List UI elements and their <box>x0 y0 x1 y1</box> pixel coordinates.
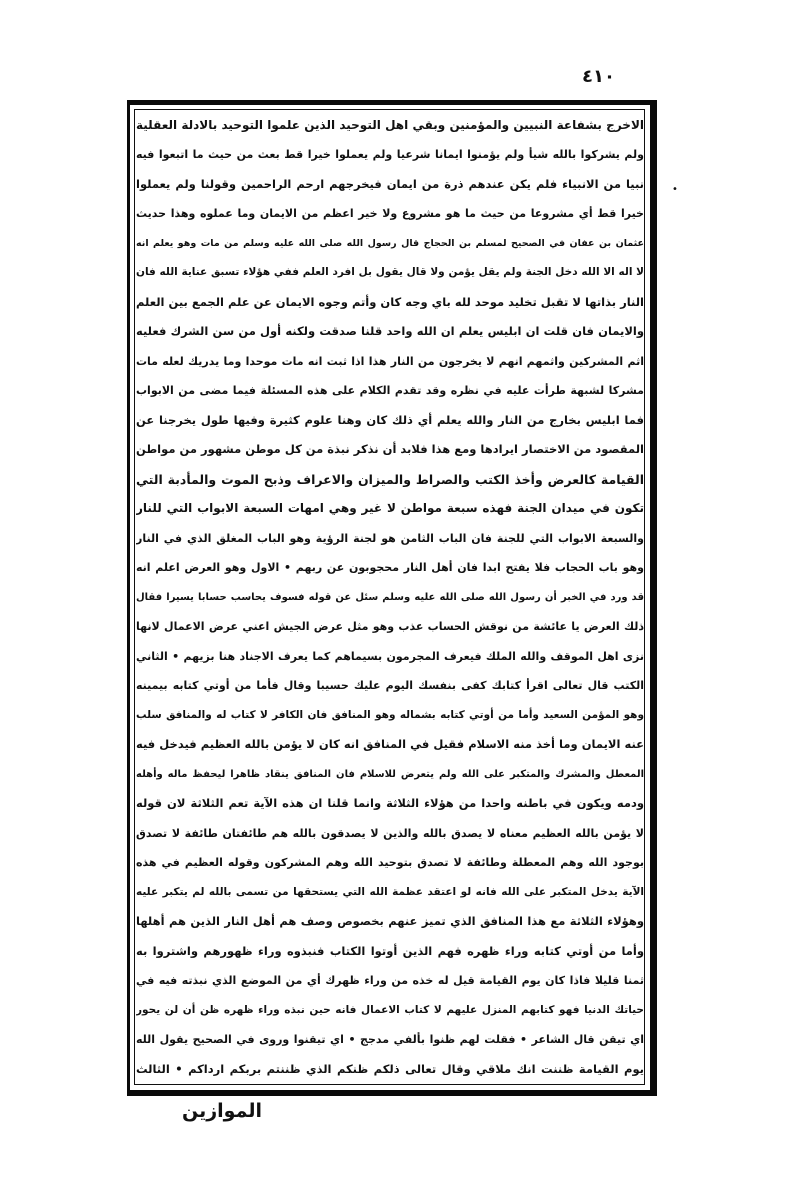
text-line: ذلك العرض يا عائشة من نوقش الحساب عذب وهو مثل عرض الجيش اعني عرض الاعمال لانها <box>136 620 644 634</box>
text-block <box>136 111 644 1084</box>
text-frame <box>127 100 657 1096</box>
text-line: لا يؤمن بالله العظيم معناه لا يصدق بالله والذين لا يصدقون بالله هم طائفتان طائفة لا تصدق <box>136 826 644 840</box>
text-line: ودمه ويكون في باطنه واحدا من هؤلاء الثلاثة وانما قلنا ان هذه الآية تعم الثلاثة لان قوله <box>136 796 644 811</box>
text-line: الآية يدخل المتكبر على الله فانه لو اعتقد عظمة الله التي يستحقها من تسمى بالله لم يتكبر عليه <box>136 885 644 898</box>
text-line: وهو باب الحجاب فلا يفتح ابدا فان أهل النار محجوبون عن ربهم • الاول وهو العرض اعلم انه <box>136 561 644 575</box>
text-line: حياتك الدنيا فهو كتابهم المنزل عليهم لا كتاب الاعمال فانه حين نبذه وراء ظهره ظن أن لن يحور <box>136 1003 644 1016</box>
text-line: نزى اهل الموقف والله الملك فيعرف المجرمون بسيماهم كما يعرف الاجناد هنا بزيهم • الثاني <box>136 649 644 663</box>
text-line: تكون في ميدان الجنة فهذه سبعة مواطن لا غير وهي امهات السبعة الابواب التي للنار <box>136 501 644 516</box>
catchword: الموازين <box>182 1100 262 1122</box>
text-line: المعطل والمشرك والمتكبر على الله ولم يتعرض للاسلام فان المنافق ينقاد ظاهرا ليحفظ ماله وأهله <box>136 768 644 780</box>
text-line: الكتب قال تعالى اقرأ كتابك كفى بنفسك اليوم عليك حسيبا وقال فأما من أوتي كتابه بيمينه <box>136 679 644 693</box>
text-line: لا اله الا الله دخل الجنة ولم يقل يؤمن ولا قال يقول بل افرد العلم ففي هؤلاء تسبق عناية الله فان <box>136 266 644 279</box>
text-line: الاخرج بشفاعة النبيين والمؤمنين وبقي اهل التوحيد الذين علموا التوحيد بالادلة العقلية <box>136 118 644 132</box>
page-number: ٤١٠ <box>582 66 615 87</box>
text-line: نبيا من الانبياء فلم يكن عندهم ذرة من ايمان فيخرجهم ارحم الراحمين وقولنا ولم يعملوا <box>136 176 644 191</box>
text-line: ولم يشركوا بالله شيأ ولم يؤمنوا ايمانا شرعيا ولم يعملوا خيرا قط بعث من حيث ما اتبعوا فيه <box>136 148 644 162</box>
text-line: اي تيقن قال الشاعر • فقلت لهم ظنوا بألفي مدجج • اي تيقنوا وروى في الصحيح يقول الله <box>136 1033 644 1047</box>
text-line: عنه الايمان وما أخذ منه الاسلام فقيل في المنافق انه كان لا يؤمن بالله العظيم فيدخل فيه <box>136 737 644 752</box>
text-line: اثم المشركين واثمهم انهم لا يخرجون من النار هذا اذا ثبت انه مات موحدا وما يدريك لعله مات <box>136 354 644 368</box>
text-line: فما ابليس بخارج من النار والله يعلم أي ذلك كان وهنا علوم كثيرة وفيها طول يخرجنا عن <box>136 412 644 427</box>
text-line: والايمان فان قلت ان ابليس يعلم ان الله واحد قلنا صدقت ولكنه أول من سن الشرك فعليه <box>136 324 644 339</box>
text-line: وهو المؤمن السعيد وأما من أوتي كتابه بشماله وهو المنافق فان الكافر لا كتاب له والمنافق سلب <box>136 708 644 721</box>
text-line: والسبعة الابواب التي للجنة فان الباب الثامن هو لجنة الرؤية وهو الباب المغلق الذي في النار <box>136 531 644 545</box>
text-line: بوجود الله وهم المعطلة وطائفة لا تصدق بتوحيد الله وهم المشركون وقوله العظيم في هذه <box>136 856 644 870</box>
text-line: قد ورد في الخبر أن رسول الله صلى الله عليه وسلم سئل عن قوله فسوف يحاسب حسابا يسيرا فقال <box>136 591 644 603</box>
text-line: مشركا لشبهة طرأت عليه في نظره وقد تقدم الكلام على هذه المسئلة فيما مضى من الابواب <box>136 384 644 398</box>
text-line: وأما من أوتي كتابه وراء ظهره فهم الذين أوتوا الكتاب فنبذوه وراء ظهورهم واشتروا به <box>136 943 644 958</box>
text-line: يوم القيامة ظننت انك ملاقي وقال تعالى ذلكم ظنكم الذي ظننتم بربكم ارداكم • الثالث <box>136 1061 644 1076</box>
text-line: خيرا قط أي مشروعا من حيث ما هو مشروع ولا خير اعظم من الايمان وما عملوه وهذا حديث <box>136 207 644 221</box>
margin-mark: • <box>672 184 678 195</box>
text-line: ثمنا قليلا فاذا كان يوم القيامة قيل له خذه من وراء ظهرك أي من الموضع الذي نبذته فيه في <box>136 974 644 988</box>
text-line: المقصود من الاختصار ايرادها ومع هذا فلابد أن نذكر نبذة من كل موطن مشهور من مواطن <box>136 442 644 457</box>
text-line: عثمان بن عفان في الصحيح لمسلم بن الحجاج قال رسول الله صلى الله عليه وسلم من مات وهو يعلم انه <box>136 237 644 249</box>
text-line: وهؤلاء الثلاثة مع هذا المنافق الذي تميز عنهم بخصوص وصف هم أهل النار الذين هم أهلها <box>136 914 644 929</box>
text-line: القيامة كالعرض وأخذ الكتب والصراط والميزان والاعراف وذبح الموت والمأدبة التي <box>136 471 644 487</box>
text-line: النار بذاتها لا تقبل تخليد موحد لله باي وجه كان وأتم وجوه الايمان عن علم الجمع بين العلم <box>136 294 644 309</box>
